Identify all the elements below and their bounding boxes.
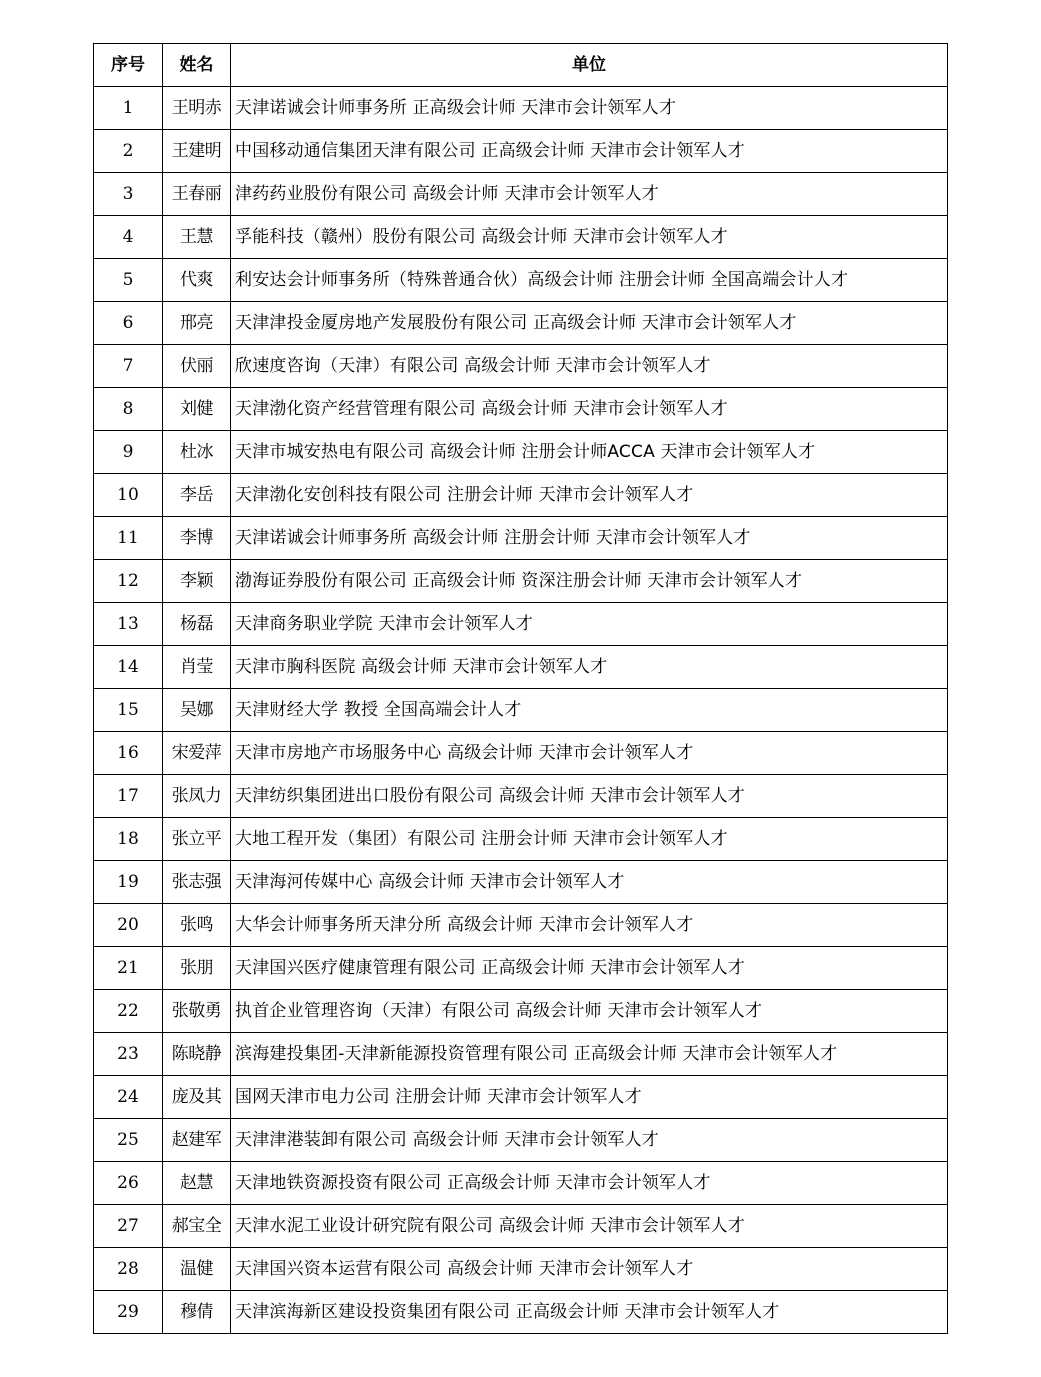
- person-name: 李颖: [163, 560, 231, 603]
- unit-description: 天津诺诚会计师事务所 正高级会计师 天津市会计领军人才: [231, 87, 948, 130]
- row-number: 18: [94, 818, 163, 861]
- row-number: 11: [94, 517, 163, 560]
- person-name: 张凤力: [163, 775, 231, 818]
- unit-description: 国网天津市电力公司 注册会计师 天津市会计领军人才: [231, 1076, 948, 1119]
- row-number: 16: [94, 732, 163, 775]
- header-name: 姓名: [163, 44, 231, 87]
- person-name: 赵建军: [163, 1119, 231, 1162]
- row-number: 22: [94, 990, 163, 1033]
- person-name: 邢亮: [163, 302, 231, 345]
- row-number: 21: [94, 947, 163, 990]
- person-name: 肖莹: [163, 646, 231, 689]
- table-row: [94, 173, 948, 216]
- table-row: [94, 259, 948, 302]
- row-number: 26: [94, 1162, 163, 1205]
- unit-description: 天津海河传媒中心 高级会计师 天津市会计领军人才: [231, 861, 948, 904]
- row-number: 29: [94, 1291, 163, 1334]
- unit-description: 滨海建投集团-天津新能源投资管理有限公司 正高级会计师 天津市会计领军人才: [231, 1033, 948, 1076]
- row-number: 15: [94, 689, 163, 732]
- table-row: [94, 1119, 948, 1162]
- table-header: [94, 44, 948, 87]
- table-row: [94, 1076, 948, 1119]
- person-name: 赵慧: [163, 1162, 231, 1205]
- unit-description: 天津商务职业学院 天津市会计领军人才: [231, 603, 948, 646]
- unit-description: 天津渤化资产经营管理有限公司 高级会计师 天津市会计领军人才: [231, 388, 948, 431]
- unit-description: 天津市房地产市场服务中心 高级会计师 天津市会计领军人才: [231, 732, 948, 775]
- person-name: 张鸣: [163, 904, 231, 947]
- table-row: [94, 904, 948, 947]
- row-number: 17: [94, 775, 163, 818]
- person-name: 吴娜: [163, 689, 231, 732]
- table-row: [94, 990, 948, 1033]
- person-name: 刘健: [163, 388, 231, 431]
- person-name: 王建明: [163, 130, 231, 173]
- unit-description: 中国移动通信集团天津有限公司 正高级会计师 天津市会计领军人才: [231, 130, 948, 173]
- row-number: 9: [94, 431, 163, 474]
- table-row: [94, 646, 948, 689]
- person-name: 杨磊: [163, 603, 231, 646]
- table-row: [94, 87, 948, 130]
- unit-description: 天津滨海新区建设投资集团有限公司 正高级会计师 天津市会计领军人才: [231, 1291, 948, 1334]
- unit-description: 天津国兴医疗健康管理有限公司 正高级会计师 天津市会计领军人才: [231, 947, 948, 990]
- person-name: 张敬勇: [163, 990, 231, 1033]
- table-row: [94, 560, 948, 603]
- table-row: [94, 1162, 948, 1205]
- row-number: 19: [94, 861, 163, 904]
- row-number: 24: [94, 1076, 163, 1119]
- unit-description: 津药药业股份有限公司 高级会计师 天津市会计领军人才: [231, 173, 948, 216]
- header-row: [94, 44, 948, 87]
- person-name: 穆倩: [163, 1291, 231, 1334]
- unit-description: 欣速度咨询（天津）有限公司 高级会计师 天津市会计领军人才: [231, 345, 948, 388]
- person-name: 郝宝全: [163, 1205, 231, 1248]
- table-row: [94, 130, 948, 173]
- row-number: 20: [94, 904, 163, 947]
- row-number: 1: [94, 87, 163, 130]
- table-row: [94, 1205, 948, 1248]
- unit-description: 大地工程开发（集团）有限公司 注册会计师 天津市会计领军人才: [231, 818, 948, 861]
- row-number: 23: [94, 1033, 163, 1076]
- header-no: 序号: [94, 44, 163, 87]
- unit-description: 天津渤化安创科技有限公司 注册会计师 天津市会计领军人才: [231, 474, 948, 517]
- unit-description: 渤海证券股份有限公司 正高级会计师 资深注册会计师 天津市会计领军人才: [231, 560, 948, 603]
- unit-description: 天津津投金厦房地产发展股份有限公司 正高级会计师 天津市会计领军人才: [231, 302, 948, 345]
- person-name: 李博: [163, 517, 231, 560]
- row-number: 10: [94, 474, 163, 517]
- unit-description: 利安达会计师事务所（特殊普通合伙）高级会计师 注册会计师 全国高端会计人才: [231, 259, 948, 302]
- table-row: [94, 388, 948, 431]
- table-row: [94, 947, 948, 990]
- person-name: 张志强: [163, 861, 231, 904]
- table-body: [94, 87, 948, 1334]
- table-row: [94, 818, 948, 861]
- table-row: [94, 1291, 948, 1334]
- header-unit: 单位: [231, 44, 948, 87]
- table-row: [94, 431, 948, 474]
- person-name: 代爽: [163, 259, 231, 302]
- person-name: 庞及其: [163, 1076, 231, 1119]
- unit-description: 天津国兴资本运营有限公司 高级会计师 天津市会计领军人才: [231, 1248, 948, 1291]
- row-number: 8: [94, 388, 163, 431]
- unit-description: 天津财经大学 教授 全国高端会计人才: [231, 689, 948, 732]
- row-number: 7: [94, 345, 163, 388]
- table-row: [94, 474, 948, 517]
- row-number: 13: [94, 603, 163, 646]
- unit-description: 天津诺诚会计师事务所 高级会计师 注册会计师 天津市会计领军人才: [231, 517, 948, 560]
- row-number: 28: [94, 1248, 163, 1291]
- row-number: 5: [94, 259, 163, 302]
- table-row: [94, 1033, 948, 1076]
- unit-description: 大华会计师事务所天津分所 高级会计师 天津市会计领军人才: [231, 904, 948, 947]
- person-name: 张立平: [163, 818, 231, 861]
- table-row: [94, 732, 948, 775]
- table-row: [94, 302, 948, 345]
- table-row: [94, 603, 948, 646]
- row-number: 3: [94, 173, 163, 216]
- person-name: 张朋: [163, 947, 231, 990]
- table-row: [94, 517, 948, 560]
- person-name: 陈晓静: [163, 1033, 231, 1076]
- unit-description: 天津水泥工业设计研究院有限公司 高级会计师 天津市会计领军人才: [231, 1205, 948, 1248]
- unit-description: 天津市胸科医院 高级会计师 天津市会计领军人才: [231, 646, 948, 689]
- person-name: 杜冰: [163, 431, 231, 474]
- person-name: 宋爱萍: [163, 732, 231, 775]
- table-row: [94, 689, 948, 732]
- unit-description: 天津地铁资源投资有限公司 正高级会计师 天津市会计领军人才: [231, 1162, 948, 1205]
- person-name: 王明赤: [163, 87, 231, 130]
- row-number: 25: [94, 1119, 163, 1162]
- unit-description: 天津市城安热电有限公司 高级会计师 注册会计师ACCA 天津市会计领军人才: [231, 431, 948, 474]
- roster-table: [93, 43, 948, 1334]
- row-number: 14: [94, 646, 163, 689]
- unit-description: 天津纺织集团进出口股份有限公司 高级会计师 天津市会计领军人才: [231, 775, 948, 818]
- person-name: 李岳: [163, 474, 231, 517]
- table-row: [94, 1248, 948, 1291]
- row-number: 12: [94, 560, 163, 603]
- row-number: 6: [94, 302, 163, 345]
- unit-description: 孚能科技（赣州）股份有限公司 高级会计师 天津市会计领军人才: [231, 216, 948, 259]
- row-number: 2: [94, 130, 163, 173]
- person-name: 伏丽: [163, 345, 231, 388]
- row-number: 27: [94, 1205, 163, 1248]
- person-name: 王慧: [163, 216, 231, 259]
- table-row: [94, 861, 948, 904]
- person-name: 王春丽: [163, 173, 231, 216]
- table-row: [94, 775, 948, 818]
- row-number: 4: [94, 216, 163, 259]
- table-row: [94, 345, 948, 388]
- table-row: [94, 216, 948, 259]
- unit-description: 天津津港装卸有限公司 高级会计师 天津市会计领军人才: [231, 1119, 948, 1162]
- person-name: 温健: [163, 1248, 231, 1291]
- unit-description: 执首企业管理咨询（天津）有限公司 高级会计师 天津市会计领军人才: [231, 990, 948, 1033]
